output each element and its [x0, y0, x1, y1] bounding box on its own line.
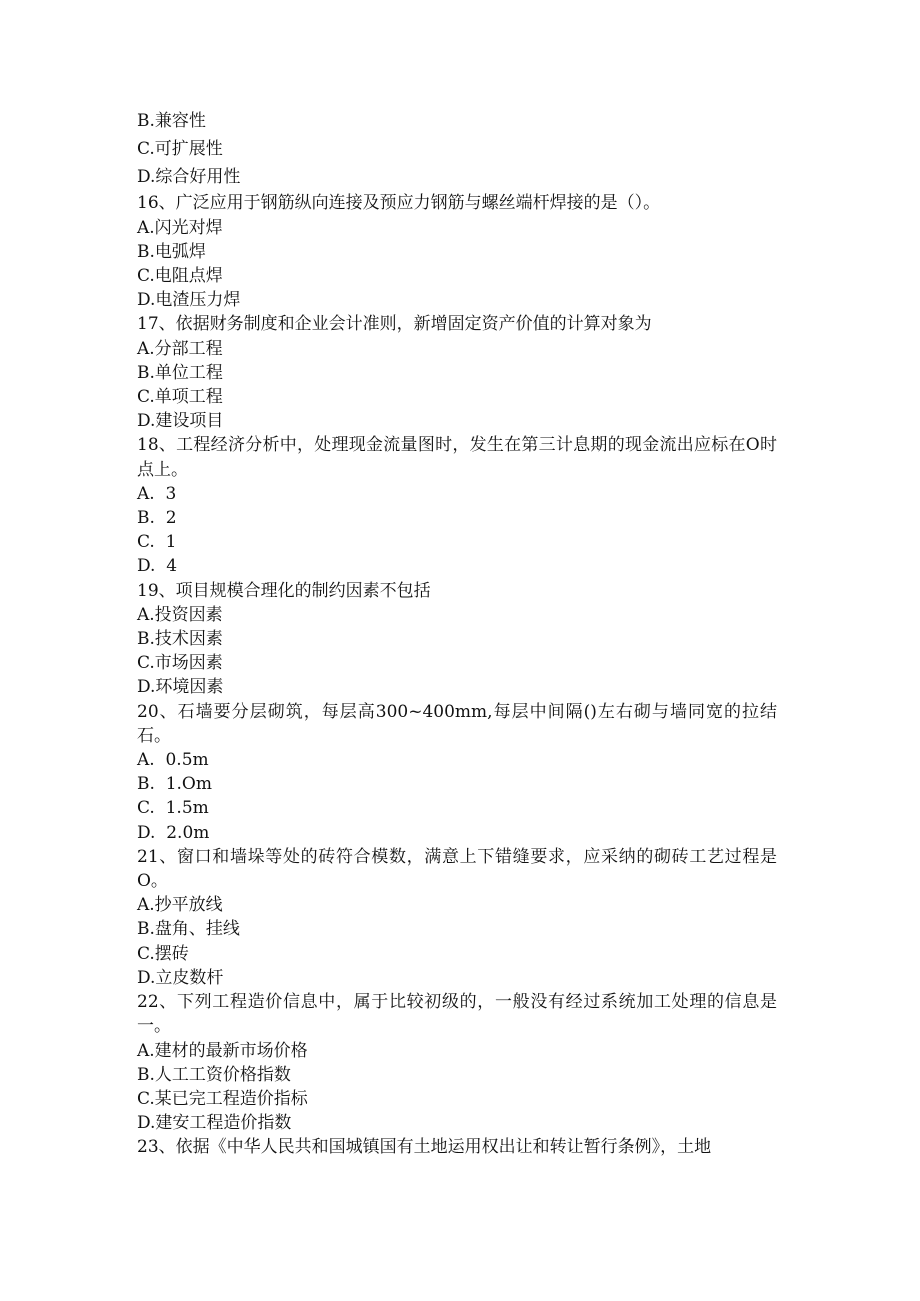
question-16-option-c: C.电阻点焊 [137, 266, 223, 286]
question-19-option-d: D.环境因素 [137, 677, 224, 698]
question-16-option-b: B.电弧焊 [137, 241, 206, 262]
question-17-option-d: D.建设项目 [137, 411, 224, 432]
question-20-option-d: D. 2.0m [137, 822, 210, 843]
leading-option-c: C.可扩展性 [137, 138, 223, 159]
question-18-option-d: D. 4 [137, 556, 178, 577]
question-17-option-c: C.单项工程 [137, 387, 223, 408]
question-20: 20、石墙要分层砌筑，每层高300~400mm,每层中间隔()左右砌与墙同宽的拉结石。 [137, 701, 777, 746]
leading-option-d: D.综合好用性 [137, 166, 241, 187]
question-23: 23、依据《中华人民共和国城镇国有土地运用权出让和转让暂行条例》，土地 [137, 1137, 712, 1158]
question-17-option-b: B.单位工程 [137, 362, 223, 383]
question-22-option-d: D.建安工程造价指数 [137, 1113, 292, 1134]
question-16: 16、广泛应用于钢筋纵向连接及预应力钢筋与螺丝端杆焊接的是（）。 [137, 193, 661, 214]
question-21-option-a: A.抄平放线 [137, 895, 223, 916]
question-18-option-b: B. 2 [137, 508, 177, 529]
question-19-option-b: B.技术因素 [137, 629, 223, 650]
question-18-option-a: A. 3 [137, 483, 177, 504]
question-22-option-b: B.人工工资价格指数 [137, 1064, 291, 1085]
question-17-option-a: A.分部工程 [137, 338, 223, 359]
question-17: 17、依据财务制度和企业会计准则，新增固定资产价值的计算对象为 [137, 314, 652, 335]
question-19-option-a: A.投资因素 [137, 604, 223, 625]
question-20-option-b: B. 1.Om [137, 774, 212, 795]
question-21: 21、窗口和墙垛等处的砖符合模数，满意上下错缝要求，应采纳的砌砖工艺过程是O。 [137, 846, 777, 892]
question-22-option-c: C.某已完工程造价指标 [137, 1088, 308, 1109]
question-20-option-c: C. 1.5m [137, 798, 209, 819]
question-16-option-d: D.电渣压力焊 [137, 290, 241, 311]
leading-option-b: B.兼容性 [137, 111, 206, 131]
question-21-option-c: C.摆砖 [137, 943, 189, 964]
document-content [137, 108, 777, 1160]
question-16-option-a: A.闪光对焊 [137, 217, 223, 238]
question-21-option-b: B.盘角、挂线 [137, 919, 240, 940]
question-18-option-c: C. 1 [137, 532, 177, 553]
question-19: 19、项目规模合理化的制约因素不包括 [137, 580, 431, 601]
question-19-option-c: C.市场因素 [137, 653, 223, 674]
question-22-option-a: A.建材的最新市场价格 [137, 1040, 308, 1061]
question-18: 18、工程经济分析中，处理现金流量图时，发生在第三计息期的现金流出应标在O时点上。 [137, 435, 777, 480]
question-22: 22、下列工程造价信息中，属于比较初级的，一般没有经过系统加工处理的信息是一。 [137, 992, 777, 1037]
question-21-option-d: D.立皮数杆 [137, 967, 224, 988]
question-20-option-a: A. 0.5m [137, 750, 209, 771]
